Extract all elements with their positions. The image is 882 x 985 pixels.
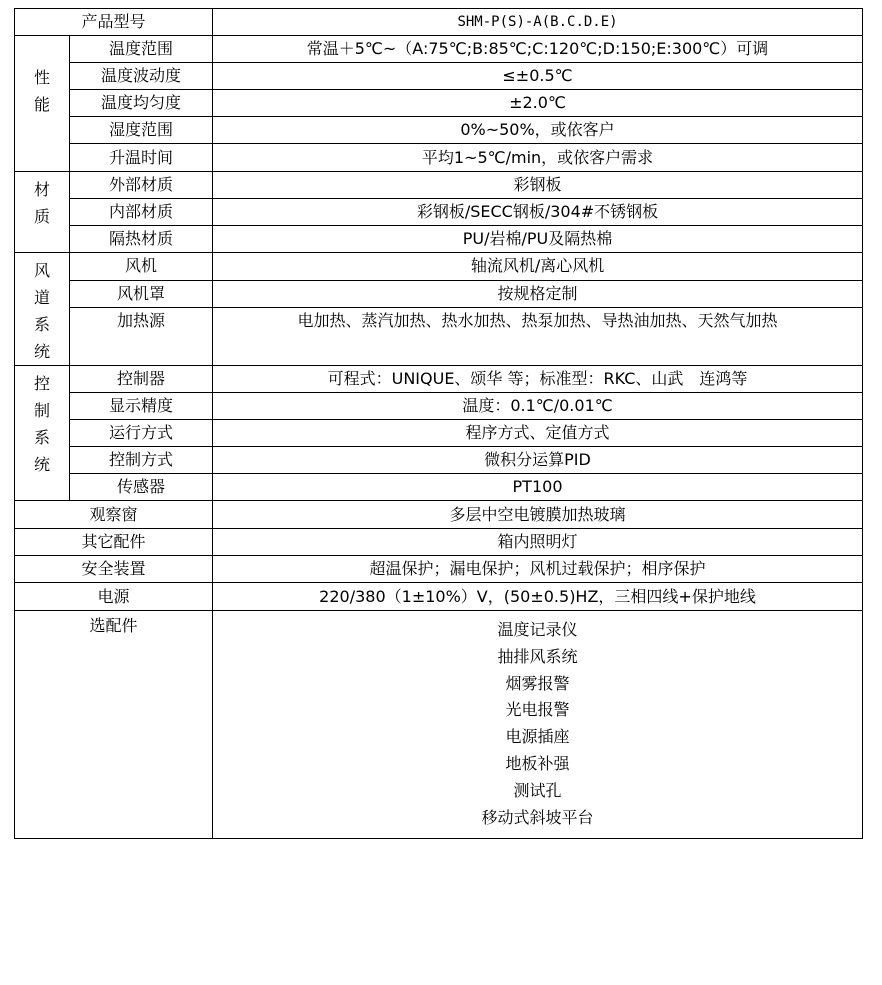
row-label: 内部材质 [70, 199, 213, 226]
row-value: 常温＋5℃~（A:75℃;B:85℃;C:120℃;D:150;E:300℃）可调 [213, 36, 863, 63]
row-value: 电加热、蒸汽加热、热水加热、热泵加热、导热油加热、天然气加热 [213, 308, 863, 366]
table-row [15, 447, 863, 474]
row-label: 外部材质 [70, 172, 213, 199]
row-label: 显示精度 [70, 393, 213, 420]
table-row [15, 611, 863, 839]
spec-table [14, 8, 863, 839]
row-value: 可程式：UNIQUE、颂华 等；标准型：RKC、山武 连鸿等 [213, 366, 863, 393]
list-item: 电源插座 [505, 727, 570, 747]
group-material: 材 质 [15, 172, 70, 253]
row-label: 运行方式 [70, 420, 213, 447]
row-value: 彩钢板/SECC钢板/304#不锈钢板 [213, 199, 863, 226]
group-airduct: 风 道 系 统 [15, 253, 70, 366]
table-row [15, 393, 863, 420]
row-label: 安全装置 [15, 556, 213, 583]
row-value: PT100 [213, 474, 863, 501]
row-label: 加热源 [70, 308, 213, 366]
row-value: 按规格定制 [213, 280, 863, 308]
row-label: 电源 [15, 583, 213, 611]
table-row [15, 556, 863, 583]
row-label: 控制器 [70, 366, 213, 393]
table-row [15, 226, 863, 253]
row-value: 多层中空电镀膜加热玻璃 [213, 501, 863, 529]
list-item: 测试孔 [513, 780, 562, 800]
row-value: ±2.0℃ [213, 90, 863, 117]
row-value: 轴流风机/离心风机 [213, 253, 863, 281]
list-item: 地板补强 [505, 753, 570, 773]
list-item: 烟雾报警 [505, 673, 570, 693]
table-row [15, 280, 863, 308]
row-label: 升温时间 [70, 144, 213, 172]
options-label: 选配件 [15, 611, 213, 839]
row-value: 箱内照明灯 [213, 529, 863, 556]
options-list [213, 611, 863, 839]
row-label: 其它配件 [15, 529, 213, 556]
group-performance: 性 能 [15, 36, 70, 172]
row-label: 传感器 [70, 474, 213, 501]
row-value: 220/380（1±10%）V，(50±0.5)HZ，三相四线+保护地线 [213, 583, 863, 611]
table-row [15, 36, 863, 63]
table-row [15, 308, 863, 366]
row-label: 控制方式 [70, 447, 213, 474]
row-label: 风机罩 [70, 280, 213, 308]
row-value: 超温保护；漏电保护；风机过载保护；相序保护 [213, 556, 863, 583]
table-row [15, 420, 863, 447]
row-value: 微积分运算PID [213, 447, 863, 474]
row-value: ≤±0.5℃ [213, 63, 863, 90]
table-row [15, 9, 863, 36]
row-value: 程序方式、定值方式 [213, 420, 863, 447]
table-row [15, 583, 863, 611]
row-value: PU/岩棉/PU及隔热棉 [213, 226, 863, 253]
table-row [15, 144, 863, 172]
table-row [15, 501, 863, 529]
table-row [15, 474, 863, 501]
list-item: 温度记录仪 [497, 620, 578, 639]
row-label: 风机 [70, 253, 213, 281]
row-label: 温度范围 [70, 36, 213, 63]
list-item: 光电报警 [505, 700, 570, 720]
row-label: 温度波动度 [70, 63, 213, 90]
row-label: 隔热材质 [70, 226, 213, 253]
model-label: 产品型号 [15, 9, 213, 36]
row-label: 湿度范围 [70, 117, 213, 144]
row-value: 0%~50%，或依客户 [213, 117, 863, 144]
list-item: 抽排风系统 [497, 646, 578, 666]
table-row [15, 199, 863, 226]
row-label: 观察窗 [15, 501, 213, 529]
table-row [15, 63, 863, 90]
table-row [15, 253, 863, 281]
row-value: 彩钢板 [213, 172, 863, 199]
model-value: SHM-P(S)-A(B.C.D.E) [213, 9, 863, 36]
table-row [15, 529, 863, 556]
table-row [15, 117, 863, 144]
row-label: 温度均匀度 [70, 90, 213, 117]
table-row [15, 366, 863, 393]
group-control: 控 制 系 统 [15, 366, 70, 501]
table-row [15, 90, 863, 117]
row-value: 平均1~5℃/min，或依客户需求 [213, 144, 863, 172]
row-value: 温度：0.1℃/0.01℃ [213, 393, 863, 420]
table-row [15, 172, 863, 199]
list-item: 移动式斜坡平台 [481, 807, 594, 827]
